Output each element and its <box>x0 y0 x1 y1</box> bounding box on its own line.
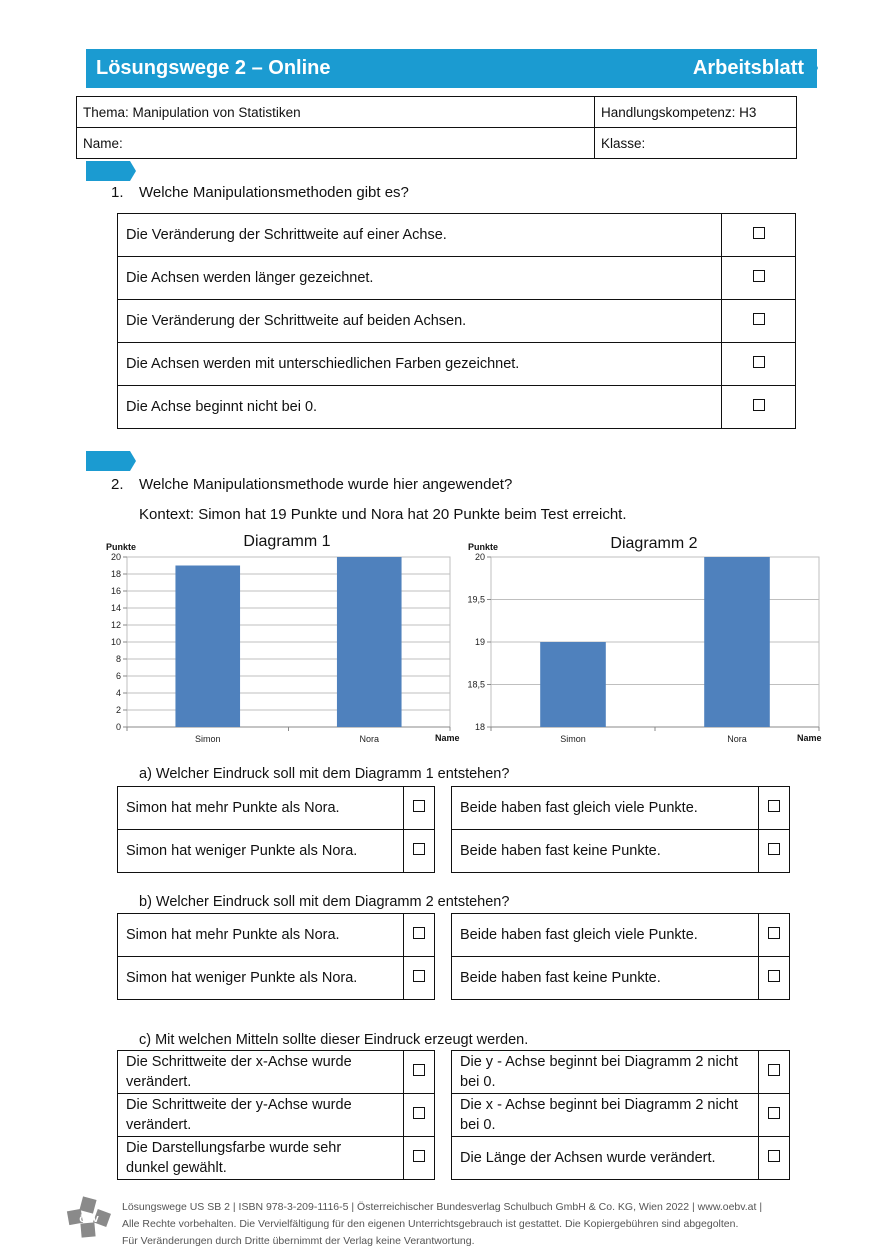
question-2c-right-options <box>451 1050 790 1180</box>
y-tick-label: 10 <box>110 637 121 647</box>
y-tick-label: 0 <box>115 722 121 732</box>
checkbox[interactable] <box>753 270 765 282</box>
checkbox[interactable] <box>753 356 765 368</box>
question-2a-right-options <box>451 786 790 873</box>
checkbox[interactable] <box>768 927 780 939</box>
y-tick-label: 12 <box>110 620 121 630</box>
option-text: Die Achsen werden mit unterschiedlichen Farben gezeichnet. <box>118 343 722 386</box>
option-row <box>118 257 796 300</box>
chart-diagramm-1 <box>95 530 465 750</box>
question-2-number: 2. <box>111 476 124 493</box>
option-text: Die Achse beginnt nicht bei 0. <box>118 386 722 429</box>
option-text: Die Achsen werden länger gezeichnet. <box>118 257 722 300</box>
question-2a-left-options <box>117 786 435 873</box>
option-text: Beide haben fast keine Punkte. <box>452 830 759 873</box>
option-text: Beide haben fast gleich viele Punkte. <box>452 787 759 830</box>
y-tick-label: 6 <box>115 671 121 681</box>
checkbox[interactable] <box>413 1150 425 1162</box>
checkbox[interactable] <box>768 970 780 982</box>
x-tick-label: Simon <box>560 734 586 744</box>
option-text: Simon hat weniger Punkte als Nora. <box>118 957 404 1000</box>
x-axis-label: Name <box>797 733 822 743</box>
footer-line-2: Alle Rechte vorbehalten. Die Vervielfältigung für den eigenen Unterrichtsgebrauch ist gestattet. Die Kopiergebühren sind abgegolten. <box>122 1218 739 1230</box>
y-tick-label: 16 <box>110 586 121 596</box>
x-tick-label: Nora <box>359 734 380 744</box>
checkbox[interactable] <box>413 1064 425 1076</box>
bar-simon <box>540 642 606 727</box>
question-2-tab-icon <box>86 451 136 471</box>
question-2-text: Welche Manipulationsmethode wurde hier angewendet? <box>139 476 513 493</box>
question-2c-left-options <box>117 1050 435 1180</box>
banner-arrow <box>809 49 818 87</box>
y-tick-label: 8 <box>115 654 121 664</box>
y-tick-label: 20 <box>110 552 121 562</box>
x-tick-label: Simon <box>194 734 221 744</box>
bar-simon <box>175 566 240 728</box>
chart-title: Diagramm 1 <box>243 533 331 550</box>
option-text: Die Schrittweite der y-Achse wurde verändert. <box>118 1094 404 1137</box>
option-text: Die Veränderung der Schrittweite auf einer Achse. <box>118 214 722 257</box>
option-row <box>118 300 796 343</box>
question-1-text: Welche Manipulationsmethoden gibt es? <box>139 184 409 201</box>
y-tick-label: 19,5 <box>467 594 485 605</box>
chart-diagramm-2 <box>455 530 830 750</box>
option-row <box>118 214 796 257</box>
checkbox[interactable] <box>413 1107 425 1119</box>
option-text: Die Länge der Achsen wurde verändert. <box>452 1137 759 1180</box>
checkbox[interactable] <box>768 1107 780 1119</box>
option-row <box>118 386 796 429</box>
y-tick-label: 4 <box>115 688 121 698</box>
oebv-logo-icon <box>66 1196 112 1240</box>
competence-cell: Handlungskompetenz: H3 <box>595 97 797 128</box>
question-2b-text: b) Welcher Eindruck soll mit dem Diagramm 2 entstehen? <box>139 894 510 910</box>
checkbox[interactable] <box>768 843 780 855</box>
question-1-options <box>117 213 796 429</box>
option-text: Beide haben fast keine Punkte. <box>452 957 759 1000</box>
footer <box>122 1199 762 1250</box>
checkbox[interactable] <box>753 313 765 325</box>
question-2b-left-options <box>117 913 435 1000</box>
page-title: Lösungswege 2 – Online <box>96 57 331 79</box>
question-1-tab-icon <box>86 161 136 181</box>
question-2c-text: c) Mit welchen Mitteln sollte dieser Eindruck erzeugt werden. <box>139 1032 529 1048</box>
y-axis-label: Punkte <box>106 542 137 552</box>
bar-nora <box>337 557 402 727</box>
footer-line-1: Lösungswege US SB 2 | ISBN 978-3-209-1116-5 | Österreichischer Bundesverlag Schulbuch GmbH & Co. KG, Wien 2022 | www.oebv.at | <box>122 1201 763 1213</box>
option-text: Simon hat mehr Punkte als Nora. <box>118 914 404 957</box>
y-tick-label: 2 <box>115 705 121 715</box>
option-text: Beide haben fast gleich viele Punkte. <box>452 914 759 957</box>
question-2-context: Kontext: Simon hat 19 Punkte und Nora hat 20 Punkte beim Test erreicht. <box>139 506 627 523</box>
question-2b-right-options <box>451 913 790 1000</box>
y-tick-label: 18 <box>474 722 485 732</box>
y-axis-label: Punkte <box>468 542 499 552</box>
question-2a-text: a) Welcher Eindruck soll mit dem Diagramm 1 entstehen? <box>139 766 510 782</box>
question-1-number: 1. <box>111 184 124 201</box>
y-tick-label: 14 <box>110 603 121 613</box>
option-text: Die Darstellungsfarbe wurde sehr dunkel gewählt. <box>118 1137 404 1180</box>
checkbox[interactable] <box>413 843 425 855</box>
y-tick-label: 20 <box>474 552 485 562</box>
option-text: Die Veränderung der Schrittweite auf beiden Achsen. <box>118 300 722 343</box>
bar-nora <box>704 557 770 727</box>
footer-line-3: Für Veränderungen durch Dritte übernimmt der Verlag keine Verantwortung. <box>122 1235 475 1247</box>
option-text: Die Schrittweite der x-Achse wurde verändert. <box>118 1051 404 1094</box>
checkbox[interactable] <box>768 1064 780 1076</box>
class-cell[interactable]: Klasse: <box>595 128 797 159</box>
option-text: Die x - Achse beginnt bei Diagramm 2 nicht bei 0. <box>452 1094 759 1137</box>
logo-text: öbv <box>79 1213 99 1225</box>
x-axis-label: Name <box>435 733 460 743</box>
checkbox[interactable] <box>753 399 765 411</box>
option-row <box>118 343 796 386</box>
checkbox[interactable] <box>413 927 425 939</box>
y-tick-label: 18,5 <box>467 679 485 690</box>
y-tick-label: 18 <box>110 569 121 579</box>
checkbox[interactable] <box>768 800 780 812</box>
option-text: Simon hat weniger Punkte als Nora. <box>118 830 404 873</box>
checkbox[interactable] <box>753 227 765 239</box>
info-table <box>76 96 797 159</box>
option-text: Simon hat mehr Punkte als Nora. <box>118 787 404 830</box>
chart-title: Diagramm 2 <box>610 535 698 552</box>
worksheet-label: Arbeitsblatt <box>692 57 804 79</box>
option-text: Die y - Achse beginnt bei Diagramm 2 nicht bei 0. <box>452 1051 759 1094</box>
x-tick-label: Nora <box>727 734 747 744</box>
checkbox[interactable] <box>413 970 425 982</box>
y-tick-label: 19 <box>474 637 485 647</box>
checkbox[interactable] <box>413 800 425 812</box>
name-cell[interactable]: Name: <box>77 128 595 159</box>
checkbox[interactable] <box>768 1150 780 1162</box>
topic-cell: Thema: Manipulation von Statistiken <box>77 97 595 128</box>
